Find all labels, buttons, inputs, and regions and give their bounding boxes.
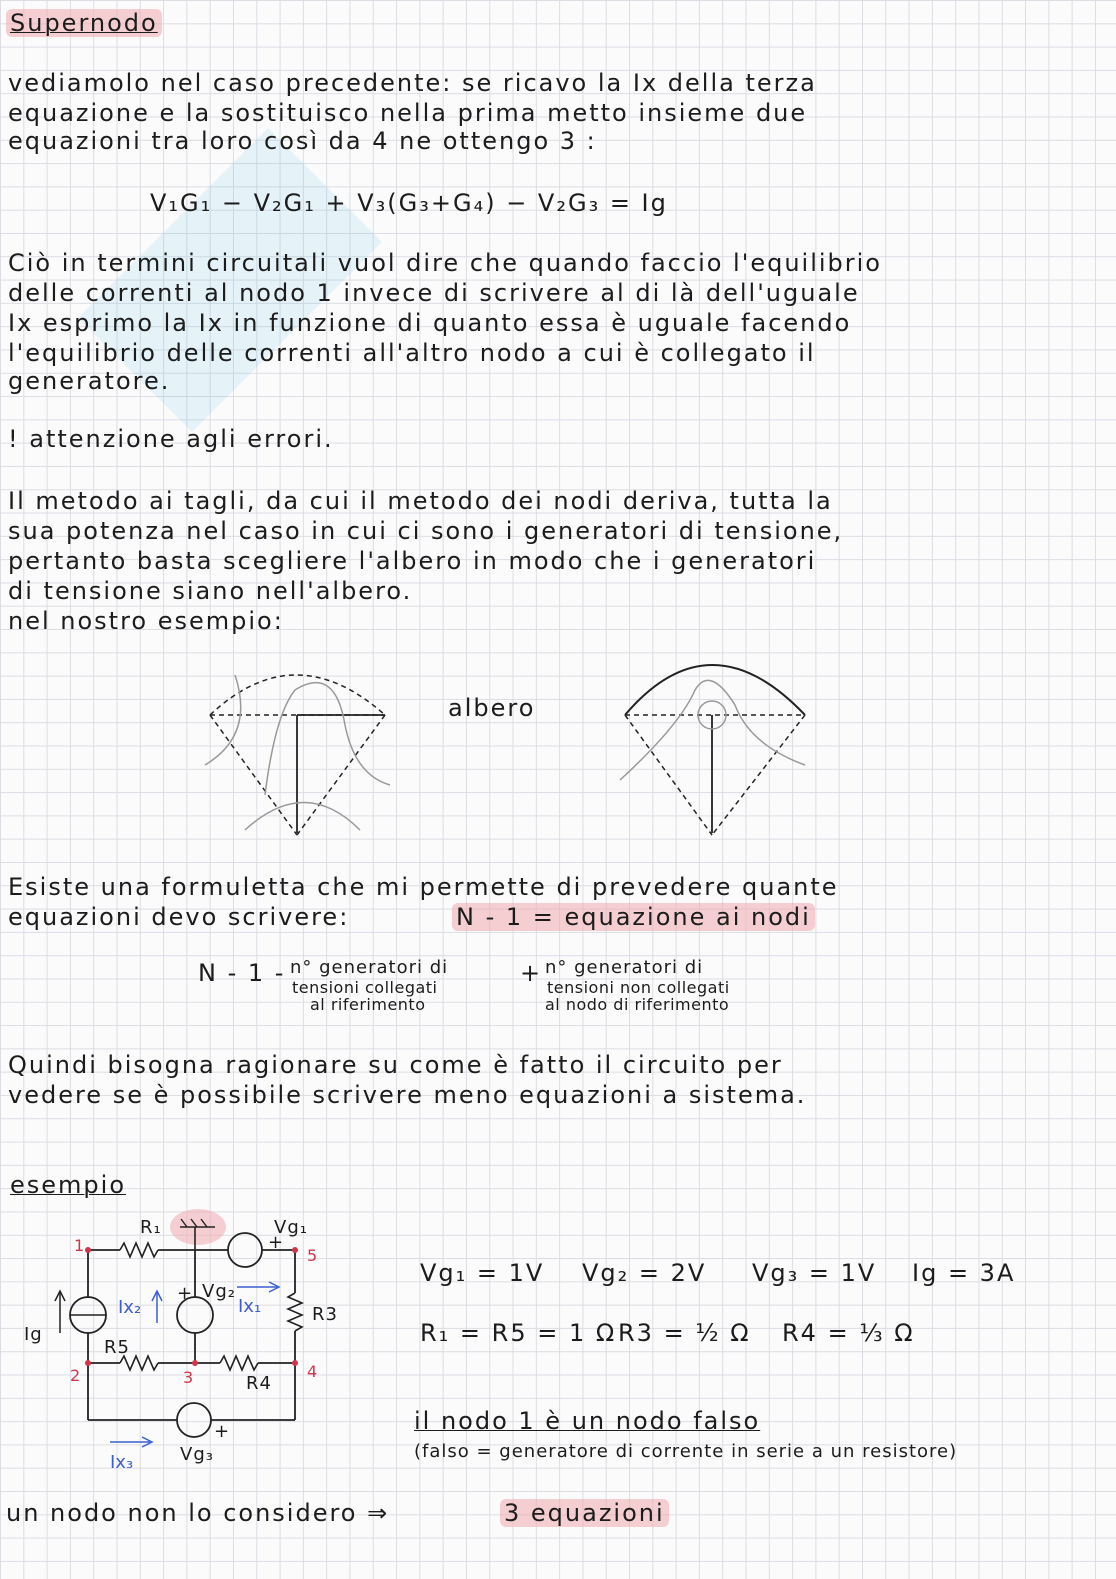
formula-part2-line: al nodo di riferimento (545, 995, 730, 1014)
label-r5: R5 (104, 1337, 130, 1358)
tree-label: albero (448, 694, 536, 722)
node-label-3: 3 (183, 1368, 194, 1387)
node-label-1: 1 (74, 1236, 85, 1255)
value-r1-r5: R₁ = R5 = 1 Ω (420, 1319, 617, 1347)
label-vg2: Vg₂ (202, 1281, 236, 1302)
paragraph-line: vedere se è possibile scrivere meno equazioni a sistema. (8, 1081, 807, 1109)
paragraph-line: Esiste una formuletta che mi permette di prevedere quante (8, 873, 839, 901)
label-ix2: Ix₂ (118, 1297, 142, 1318)
label-vg1-plus: + (268, 1232, 285, 1253)
label-vg2-plus: + (177, 1283, 194, 1304)
formula-part1-line: al riferimento (310, 995, 426, 1014)
label-ix3: Ix₃ (110, 1452, 134, 1473)
formula-part1-line: n° generatori di (290, 957, 449, 978)
paragraph-line: pertanto basta scegliere l'albero in modo che i generatori (8, 547, 817, 575)
node-label-2: 2 (70, 1366, 81, 1385)
paragraph-line: vediamolo nel caso precedente: se ricavo la Ix della terza (8, 69, 817, 97)
paragraph-line: Quindi bisogna ragionare su come è fatto il circuito per (8, 1051, 783, 1079)
paragraph-line: l'equilibrio delle correnti all'altro nodo a cui è collegato il (8, 339, 816, 367)
false-node-statement: il nodo 1 è un nodo falso (414, 1407, 761, 1435)
paragraph-line: nel nostro esempio: (8, 607, 284, 635)
page-title: Supernodo (6, 8, 162, 38)
label-vg3-plus: + (214, 1421, 231, 1442)
conclusion-highlight: 3 equazioni (500, 1498, 669, 1528)
paragraph-line: Ix esprimo la Ix in funzione di quanto essa è uguale facendo (8, 309, 852, 337)
value-r3: R3 = ½ Ω (618, 1319, 751, 1347)
node-label-5: 5 (307, 1246, 318, 1265)
formula-part2-line: tensioni non collegati (547, 978, 730, 997)
value-vg1: Vg₁ = 1V (420, 1259, 545, 1287)
label-ig: Ig (24, 1324, 43, 1345)
paragraph-line: Ciò in termini circuitali vuol dire che quando faccio l'equilibrio (8, 249, 882, 277)
paragraph-line: equazioni tra loro così da 4 ne ottengo 3 : (8, 127, 597, 155)
value-ig: Ig = 3A (912, 1259, 1016, 1287)
paragraph-line: delle correnti al nodo 1 invece di scrivere al di là dell'uguale (8, 279, 860, 307)
label-vg1: Vg₁ (274, 1217, 308, 1238)
paragraph-line: generatore. (8, 367, 171, 395)
formula-lead: N - 1 - (198, 959, 286, 987)
conclusion: un nodo non lo considero ⇒ (6, 1499, 390, 1527)
tree-diagram-right (610, 645, 820, 845)
paragraph-line: Il metodo ai tagli, da cui il metodo dei nodi deriva, tutta la (8, 487, 833, 515)
label-r3: R3 (312, 1304, 338, 1325)
formula-part2-line: n° generatori di (545, 957, 704, 978)
example-title: esempio (10, 1171, 126, 1199)
tree-diagram-left (195, 645, 405, 845)
paragraph-line: di tensione siano nell'albero. (8, 577, 413, 605)
label-r1: R₁ (140, 1217, 162, 1238)
value-vg3: Vg₃ = 1V (752, 1259, 877, 1287)
node-label-4: 4 (307, 1362, 318, 1381)
formula-part1-line: tensioni collegati (292, 978, 438, 997)
false-node-definition: (falso = generatore di corrente in serie a un resistore) (414, 1441, 958, 1462)
value-r4: R4 = ⅓ Ω (782, 1319, 915, 1347)
value-vg2: Vg₂ = 2V (582, 1259, 707, 1287)
paragraph-line: equazione e la sostituisco nella prima metto insieme due (8, 99, 808, 127)
label-r4: R4 (246, 1373, 272, 1394)
formula-plus: + (520, 959, 543, 987)
label-vg3: Vg₃ (180, 1444, 214, 1465)
label-ix1: Ix₁ (238, 1296, 262, 1317)
paragraph-line: equazioni devo scrivere: (8, 903, 350, 931)
equation: V₁G₁ − V₂G₁ + V₃(G₃+G₄) − V₂G₃ = Ig (150, 189, 668, 217)
warning-note: ! attenzione agli errori. (8, 425, 334, 453)
highlighted-formula: N - 1 = equazione ai nodi (452, 902, 815, 932)
paragraph-line: sua potenza nel caso in cui ci sono i generatori di tensione, (8, 517, 844, 545)
